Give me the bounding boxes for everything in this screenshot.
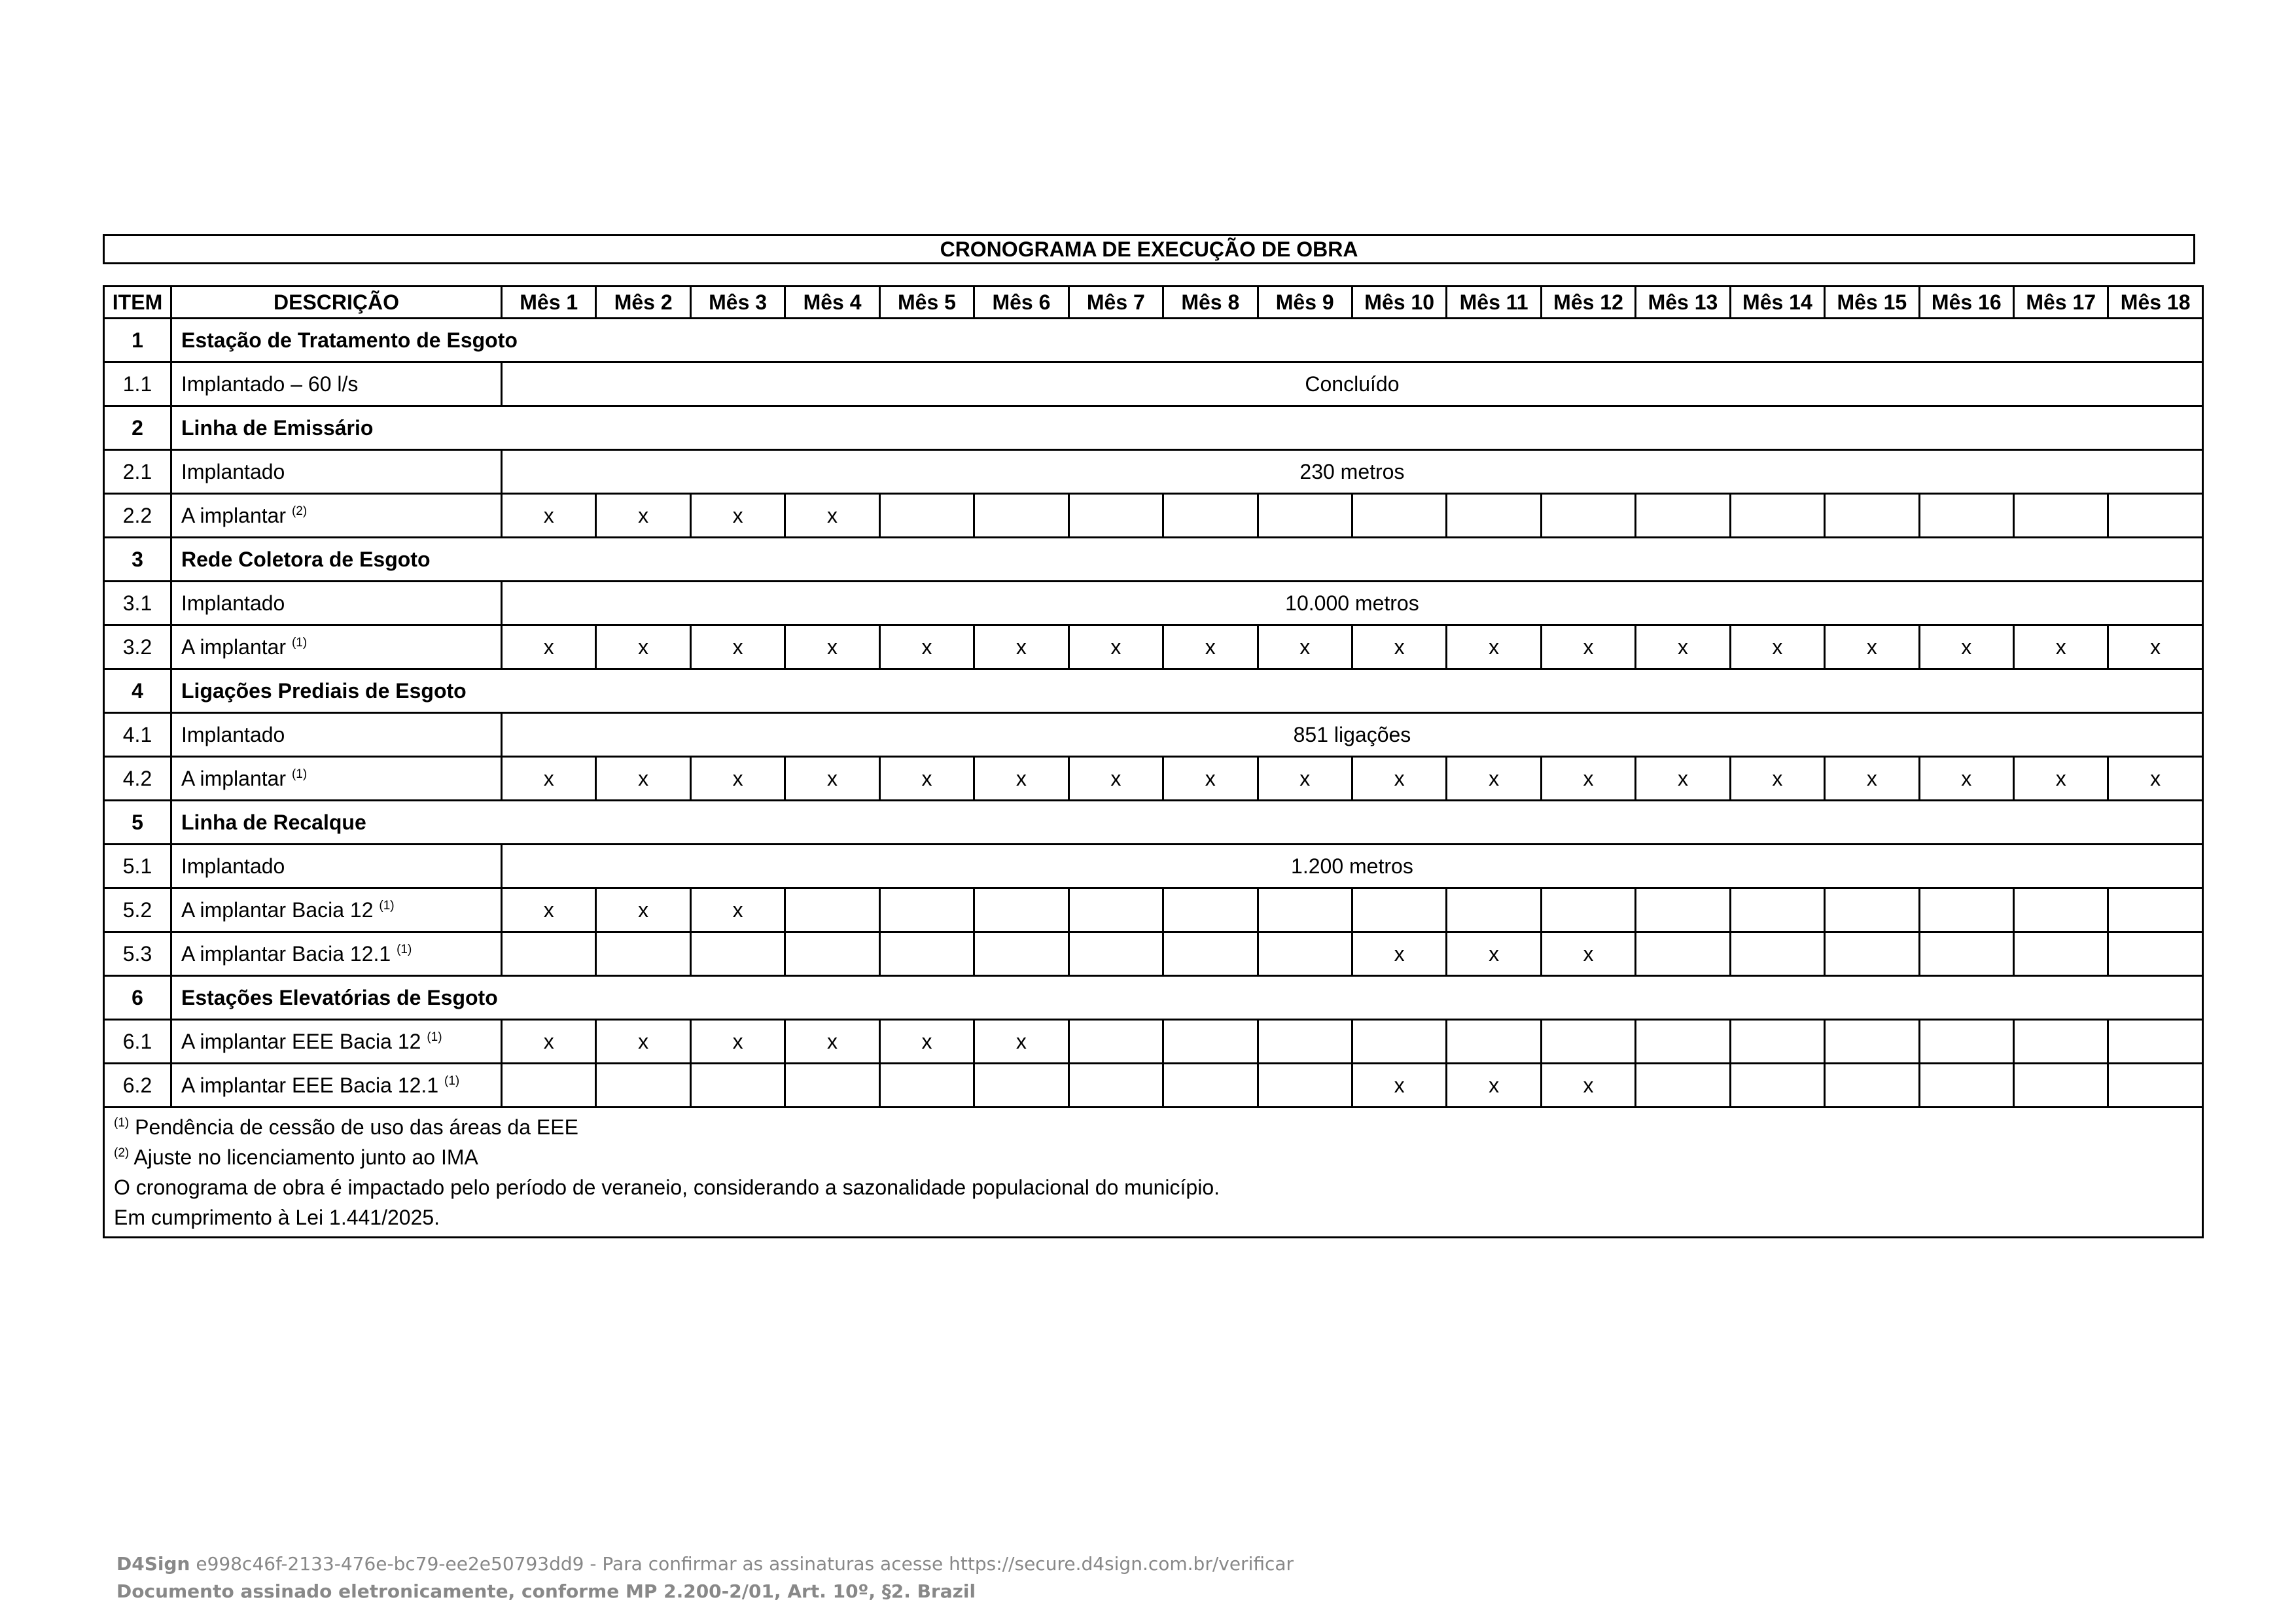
month-cell xyxy=(2014,932,2108,976)
month-cell: x xyxy=(974,625,1069,669)
row-description xyxy=(171,1020,502,1064)
month-cell xyxy=(1730,932,1824,976)
table-row xyxy=(104,1020,2203,1064)
header-month: Mês 8 xyxy=(1163,287,1258,319)
month-cell xyxy=(1447,888,1541,932)
note-line xyxy=(114,1172,2194,1202)
month-cell: x xyxy=(879,1020,974,1064)
row-item-number: 4.2 xyxy=(104,757,171,801)
month-cell xyxy=(1541,1020,1635,1064)
row-item-number: 2 xyxy=(104,406,171,450)
row-item-number: 1 xyxy=(104,319,171,362)
row-description xyxy=(171,582,502,625)
header-month: Mês 12 xyxy=(1541,287,1635,319)
row-item-number: 4 xyxy=(104,669,171,713)
month-cell: x xyxy=(690,625,785,669)
month-cell xyxy=(1636,1020,1730,1064)
month-cell xyxy=(690,1064,785,1108)
table-row xyxy=(104,625,2203,669)
note-line xyxy=(114,1202,2194,1232)
header-descricao: DESCRIÇÃO xyxy=(171,287,502,319)
month-cell: x xyxy=(596,757,690,801)
description-text: A implantar Bacia 12.1 xyxy=(181,941,391,966)
month-cell xyxy=(879,1064,974,1108)
table-body xyxy=(104,319,2203,1108)
row-item-number: 3.1 xyxy=(104,582,171,625)
row-description xyxy=(171,494,502,538)
month-cell xyxy=(1919,888,2013,932)
month-cell: x xyxy=(1447,932,1541,976)
month-cell: x xyxy=(785,757,879,801)
description-text: Implantado xyxy=(181,854,285,878)
month-cell xyxy=(1163,1064,1258,1108)
month-cell xyxy=(502,1064,596,1108)
month-cell: x xyxy=(1069,757,1163,801)
signature-footer xyxy=(116,1550,1294,1605)
month-cell: x xyxy=(879,625,974,669)
section-row xyxy=(104,406,2203,450)
row-item-number: 5 xyxy=(104,801,171,845)
description-text: A implantar Bacia 12 xyxy=(181,898,374,922)
month-cell xyxy=(1258,1064,1352,1108)
month-cell xyxy=(1069,888,1163,932)
schedule-table xyxy=(103,285,2204,1238)
month-cell xyxy=(2014,1020,2108,1064)
row-item-number: 4.1 xyxy=(104,713,171,757)
month-cell: x xyxy=(690,1020,785,1064)
month-cell: x xyxy=(1163,625,1258,669)
header-month: Mês 6 xyxy=(974,287,1069,319)
month-cell: x xyxy=(596,888,690,932)
month-cell: x xyxy=(502,625,596,669)
month-cell: x xyxy=(1447,1064,1541,1108)
month-cell: x xyxy=(596,1020,690,1064)
month-cell: x xyxy=(690,494,785,538)
month-cell xyxy=(1825,932,1919,976)
row-description xyxy=(171,932,502,976)
row-description xyxy=(171,625,502,669)
row-description xyxy=(171,713,502,757)
table-row xyxy=(104,1064,2203,1108)
month-cell xyxy=(1730,1064,1824,1108)
month-cell: x xyxy=(502,888,596,932)
month-cell xyxy=(1636,888,1730,932)
month-cell: x xyxy=(1352,1064,1446,1108)
month-cell xyxy=(1258,932,1352,976)
note-text: Pendência de cessão de uso das áreas da EEE xyxy=(135,1115,578,1139)
description-text: A implantar EEE Bacia 12.1 xyxy=(181,1073,439,1097)
month-cell xyxy=(785,888,879,932)
description-text: A implantar xyxy=(181,766,287,790)
table-row xyxy=(104,362,2203,406)
month-cell: x xyxy=(879,757,974,801)
month-cell xyxy=(1069,1020,1163,1064)
month-cell xyxy=(1919,494,2013,538)
month-cell: x xyxy=(1825,625,1919,669)
month-cell: x xyxy=(1447,757,1541,801)
month-cell: x xyxy=(502,494,596,538)
description-text: A implantar EEE Bacia 12 xyxy=(181,1029,421,1053)
month-cell xyxy=(1352,888,1446,932)
month-cell: x xyxy=(1447,625,1541,669)
footer-line-2 xyxy=(116,1578,1294,1605)
month-cell xyxy=(1258,1020,1352,1064)
note-marker: (1) xyxy=(114,1116,130,1130)
header-month: Mês 18 xyxy=(2108,287,2202,319)
notes-cell xyxy=(104,1108,2203,1238)
month-cell xyxy=(1730,494,1824,538)
month-cell: x xyxy=(502,757,596,801)
month-cell xyxy=(1636,494,1730,538)
month-cell xyxy=(974,932,1069,976)
month-cell xyxy=(1825,888,1919,932)
table-row xyxy=(104,713,2203,757)
row-description xyxy=(171,845,502,888)
section-title: Linha de Recalque xyxy=(171,801,2203,845)
month-cell xyxy=(879,932,974,976)
month-cell: x xyxy=(1541,625,1635,669)
month-cell xyxy=(1258,494,1352,538)
note-marker: (2) xyxy=(114,1146,130,1160)
month-cell xyxy=(502,932,596,976)
merged-status-cell: 230 metros xyxy=(502,450,2203,494)
month-cell xyxy=(1541,494,1635,538)
row-description xyxy=(171,757,502,801)
month-cell xyxy=(2108,1064,2202,1108)
row-description xyxy=(171,450,502,494)
month-cell: x xyxy=(2014,757,2108,801)
merged-status-cell: 851 ligações xyxy=(502,713,2203,757)
row-item-number: 3.2 xyxy=(104,625,171,669)
header-month: Mês 11 xyxy=(1447,287,1541,319)
month-cell xyxy=(2014,494,2108,538)
footer-line-1 xyxy=(116,1550,1294,1578)
month-cell xyxy=(1730,1020,1824,1064)
section-row xyxy=(104,801,2203,845)
month-cell xyxy=(1825,1064,1919,1108)
notes-row xyxy=(104,1108,2203,1238)
header-month: Mês 3 xyxy=(690,287,785,319)
month-cell: x xyxy=(690,757,785,801)
month-cell: x xyxy=(1730,625,1824,669)
row-item-number: 5.3 xyxy=(104,932,171,976)
header-month: Mês 5 xyxy=(879,287,974,319)
header-month: Mês 1 xyxy=(502,287,596,319)
month-cell: x xyxy=(1636,625,1730,669)
row-item-number: 2.1 xyxy=(104,450,171,494)
row-description xyxy=(171,888,502,932)
row-item-number: 6.2 xyxy=(104,1064,171,1108)
month-cell xyxy=(1258,888,1352,932)
month-cell: x xyxy=(1636,757,1730,801)
header-month: Mês 16 xyxy=(1919,287,2013,319)
month-cell: x xyxy=(2014,625,2108,669)
header-row xyxy=(104,287,2203,319)
month-cell xyxy=(1825,494,1919,538)
month-cell xyxy=(1163,494,1258,538)
month-cell xyxy=(2014,1064,2108,1108)
section-title: Linha de Emissário xyxy=(171,406,2203,450)
footnote-marker: (2) xyxy=(291,504,308,518)
month-cell xyxy=(1730,888,1824,932)
month-cell: x xyxy=(1258,625,1352,669)
section-row xyxy=(104,319,2203,362)
header-month: Mês 13 xyxy=(1636,287,1730,319)
note-text: Em cumprimento à Lei 1.441/2025. xyxy=(114,1206,440,1229)
month-cell xyxy=(1825,1020,1919,1064)
row-item-number: 5.1 xyxy=(104,845,171,888)
month-cell: x xyxy=(1352,625,1446,669)
month-cell xyxy=(1352,1020,1446,1064)
row-item-number: 1.1 xyxy=(104,362,171,406)
month-cell: x xyxy=(1541,932,1635,976)
month-cell xyxy=(2108,1020,2202,1064)
month-cell: x xyxy=(1352,757,1446,801)
note-text: O cronograma de obra é impactado pelo período de veraneio, considerando a sazonalidade populacional do município. xyxy=(114,1176,1220,1199)
month-cell xyxy=(1919,932,2013,976)
month-cell: x xyxy=(502,1020,596,1064)
month-cell xyxy=(1352,494,1446,538)
header-month: Mês 15 xyxy=(1825,287,1919,319)
month-cell xyxy=(1541,888,1635,932)
section-row xyxy=(104,669,2203,713)
month-cell: x xyxy=(1163,757,1258,801)
month-cell: x xyxy=(785,494,879,538)
month-cell: x xyxy=(1541,757,1635,801)
month-cell xyxy=(1069,932,1163,976)
footnote-marker: (1) xyxy=(291,767,308,781)
month-cell xyxy=(690,932,785,976)
month-cell xyxy=(1636,932,1730,976)
month-cell xyxy=(2108,888,2202,932)
description-text: Implantado xyxy=(181,591,285,615)
month-cell xyxy=(879,494,974,538)
header-month: Mês 9 xyxy=(1258,287,1352,319)
month-cell: x xyxy=(1919,625,2013,669)
month-cell: x xyxy=(1825,757,1919,801)
footnote-marker: (1) xyxy=(444,1073,460,1088)
month-cell: x xyxy=(974,1020,1069,1064)
description-text: Implantado – 60 l/s xyxy=(181,372,359,396)
description-text: A implantar xyxy=(181,503,287,527)
month-cell: x xyxy=(1258,757,1352,801)
table-row xyxy=(104,757,2203,801)
header-month: Mês 17 xyxy=(2014,287,2108,319)
month-cell xyxy=(785,932,879,976)
month-cell xyxy=(879,888,974,932)
note-line xyxy=(114,1112,2194,1142)
month-cell: x xyxy=(2108,757,2202,801)
merged-status-cell: 10.000 metros xyxy=(502,582,2203,625)
month-cell xyxy=(1069,494,1163,538)
section-title: Rede Coletora de Esgoto xyxy=(171,538,2203,582)
table-row xyxy=(104,845,2203,888)
footnote-marker: (1) xyxy=(291,635,308,650)
merged-status-cell: 1.200 metros xyxy=(502,845,2203,888)
table-row xyxy=(104,494,2203,538)
month-cell xyxy=(1447,1020,1541,1064)
month-cell: x xyxy=(1541,1064,1635,1108)
month-cell xyxy=(1636,1064,1730,1108)
month-cell: x xyxy=(596,625,690,669)
month-cell xyxy=(2014,888,2108,932)
row-item-number: 5.2 xyxy=(104,888,171,932)
month-cell: x xyxy=(690,888,785,932)
footer-verification-text: e998c46f-2133-476e-bc79-ee2e50793dd9 - Para confirmar as assinaturas acesse https://secure.d4sign.com.br/verificar xyxy=(196,1553,1294,1575)
merged-status-cell: Concluído xyxy=(502,362,2203,406)
description-text: Implantado xyxy=(181,722,285,746)
section-title: Estações Elevatórias de Esgoto xyxy=(171,976,2203,1020)
row-item-number: 6 xyxy=(104,976,171,1020)
month-cell xyxy=(974,1064,1069,1108)
month-cell xyxy=(1919,1064,2013,1108)
footer-legal-text: Documento assinado eletronicamente, conforme MP 2.200-2/01, Art. 10º, §2. Brazil xyxy=(116,1580,976,1602)
description-text: A implantar xyxy=(181,635,287,659)
month-cell xyxy=(1919,1020,2013,1064)
month-cell: x xyxy=(596,494,690,538)
note-line xyxy=(114,1142,2194,1172)
month-cell xyxy=(974,888,1069,932)
page-title: CRONOGRAMA DE EXECUÇÃO DE OBRA xyxy=(103,234,2195,264)
footnote-marker: (1) xyxy=(397,942,412,956)
month-cell xyxy=(1447,494,1541,538)
month-cell: x xyxy=(1919,757,2013,801)
month-cell xyxy=(974,494,1069,538)
section-title: Ligações Prediais de Esgoto xyxy=(171,669,2203,713)
row-description xyxy=(171,362,502,406)
month-cell xyxy=(1163,932,1258,976)
row-item-number: 6.1 xyxy=(104,1020,171,1064)
month-cell: x xyxy=(1730,757,1824,801)
month-cell xyxy=(1163,1020,1258,1064)
header-item: ITEM xyxy=(104,287,171,319)
section-row xyxy=(104,976,2203,1020)
header-month: Mês 4 xyxy=(785,287,879,319)
month-cell: x xyxy=(785,625,879,669)
month-cell xyxy=(1069,1064,1163,1108)
month-cell: x xyxy=(1352,932,1446,976)
month-cell: x xyxy=(974,757,1069,801)
month-cell xyxy=(2108,932,2202,976)
table-row xyxy=(104,450,2203,494)
row-item-number: 3 xyxy=(104,538,171,582)
description-text: Implantado xyxy=(181,459,285,483)
section-title: Estação de Tratamento de Esgoto xyxy=(171,319,2203,362)
month-cell: x xyxy=(785,1020,879,1064)
footnote-marker: (1) xyxy=(379,898,395,913)
header-month: Mês 7 xyxy=(1069,287,1163,319)
footer-brand: D4Sign xyxy=(116,1553,190,1575)
month-cell xyxy=(596,1064,690,1108)
row-description xyxy=(171,1064,502,1108)
month-cell xyxy=(1163,888,1258,932)
note-text: Ajuste no licenciamento junto ao IMA xyxy=(133,1145,478,1169)
header-month: Mês 10 xyxy=(1352,287,1446,319)
table-row xyxy=(104,582,2203,625)
month-cell xyxy=(785,1064,879,1108)
table-row xyxy=(104,888,2203,932)
header-month: Mês 2 xyxy=(596,287,690,319)
month-cell xyxy=(596,932,690,976)
header-month: Mês 14 xyxy=(1730,287,1824,319)
footnote-marker: (1) xyxy=(427,1030,442,1044)
section-row xyxy=(104,538,2203,582)
month-cell: x xyxy=(1069,625,1163,669)
row-item-number: 2.2 xyxy=(104,494,171,538)
month-cell: x xyxy=(2108,625,2202,669)
table-row xyxy=(104,932,2203,976)
month-cell xyxy=(2108,494,2202,538)
